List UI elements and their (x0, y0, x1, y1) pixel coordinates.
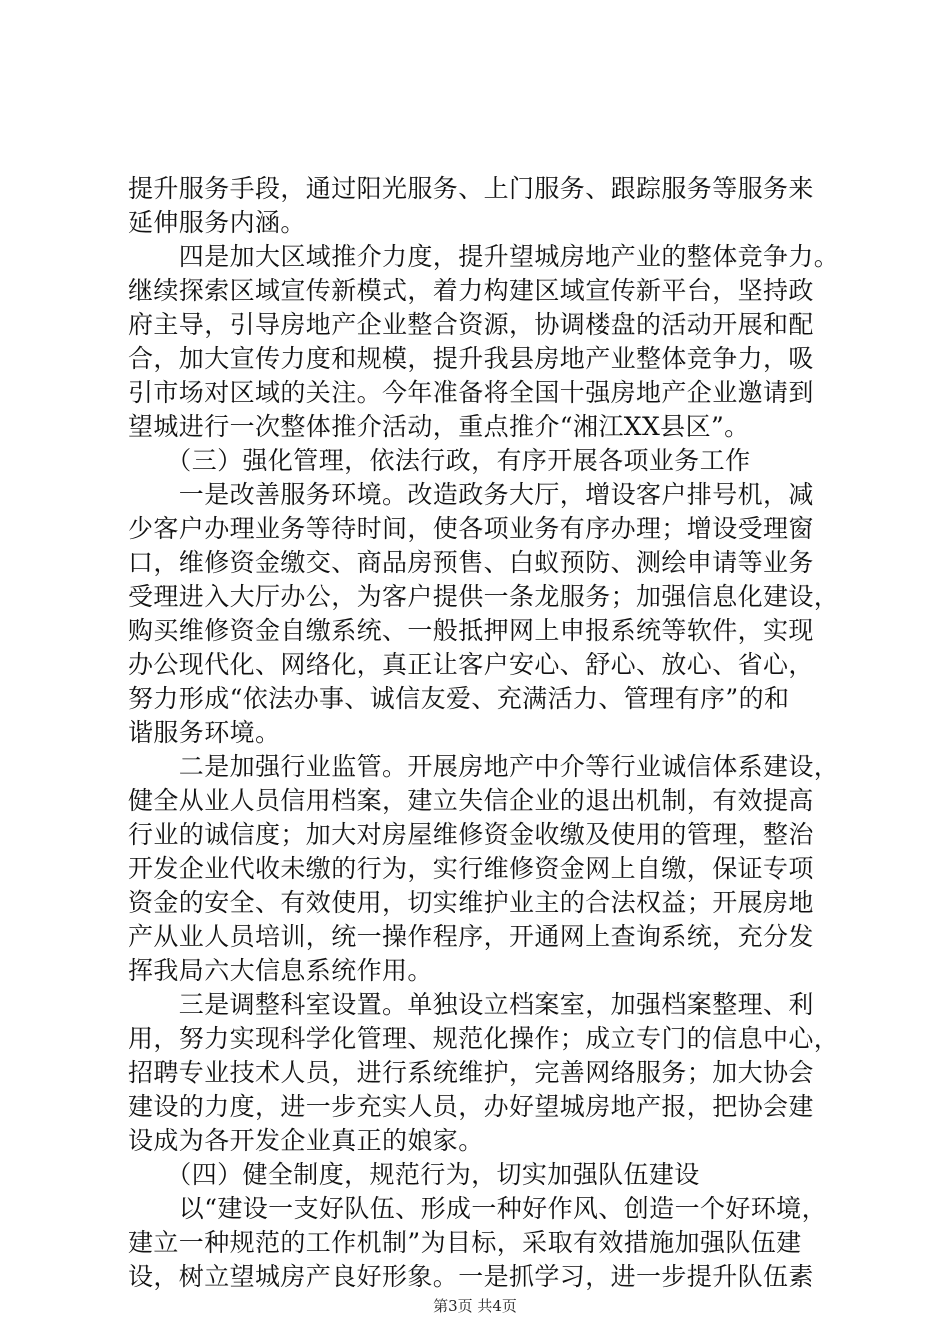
text-line: 健全从业人员信用档案，建立失信企业的退出机制，有效提高 (128, 786, 814, 815)
text-line: 办公现代化、网络化，真正让客户安心、舒心、放心、省心， (128, 650, 814, 679)
text-line: 建设的力度，进一步充实人员，办好望城房地产报，把协会建 (128, 1092, 814, 1121)
text-line: 资金的安全、有效使用，切实维护业主的合法权益；开展房地 (128, 888, 814, 917)
text-line: 以“建设一支好队伍、形成一种好作风、创造一个好环境， (128, 1194, 827, 1223)
text-line: 设成为各开发企业真正的娘家。 (128, 1126, 484, 1155)
page-number: 第3页 共4页 (433, 1297, 517, 1315)
text-line: 继续探索区域宣传新模式，着力构建区域宣传新平台，坚持政 (128, 276, 814, 305)
section-heading: （四）健全制度，规范行为，切实加强队伍建设 (128, 1160, 700, 1189)
text-line: 产从业人员培训，统一操作程序，开通网上查询系统，充分发 (128, 922, 814, 951)
text-line: 一是改善服务环境。改造政务大厅，增设客户排号机，减 (128, 480, 814, 509)
text-line: 行业的诚信度；加大对房屋维修资金收缴及使用的管理，整治 (128, 820, 814, 849)
text-line: 建立一种规范的工作机制”为目标，采取有效措施加强队伍建 (128, 1228, 802, 1257)
text-line: 招聘专业技术人员，进行系统维护，完善网络服务；加大协会 (128, 1058, 814, 1087)
text-line: 提升服务手段，通过阳光服务、上门服务、跟踪服务等服务来 (128, 174, 814, 203)
section-heading: （三）强化管理，依法行政，有序开展各项业务工作 (128, 446, 751, 475)
text-line: 四是加大区域推介力度，提升望城房地产业的整体竞争力。 (128, 242, 840, 271)
text-line: 少客户办理业务等待时间，使各项业务有序办理；增设受理窗 (128, 514, 814, 543)
text-line: 延伸服务内涵。 (128, 208, 306, 237)
text-line: 二是加强行业监管。开展房地产中介等行业诚信体系建设， (128, 752, 840, 781)
text-line: 挥我局六大信息系统作用。 (128, 956, 433, 985)
text-line: 受理进入大厅办公，为客户提供一条龙服务；加强信息化建设， (128, 582, 840, 611)
text-line: 设，树立望城房产良好形象。一是抓学习，进一步提升队伍素 (128, 1262, 814, 1291)
text-line: 引市场对区域的关注。今年准备将全国十强房地产企业邀请到 (128, 378, 814, 407)
text-line: 府主导，引导房地产企业整合资源，协调楼盘的活动开展和配 (128, 310, 814, 339)
text-line: 努力形成“依法办事、诚信友爱、充满活力、管理有序”的和 (128, 684, 790, 713)
text-line: 购买维修资金自缴系统、一般抵押网上申报系统等软件，实现 (128, 616, 814, 645)
text-line: 口，维修资金缴交、商品房预售、白蚁预防、测绘申请等业务 (128, 548, 814, 577)
text-line: 望城进行一次整体推介活动，重点推介“湘江XX县区”。 (128, 412, 750, 441)
text-line: 谐服务环境。 (128, 718, 281, 747)
text-line: 三是调整科室设置。单独设立档案室，加强档案整理、利 (128, 990, 814, 1019)
text-line: 开发企业代收未缴的行为，实行维修资金网上自缴，保证专项 (128, 854, 814, 883)
text-line: 合，加大宣传力度和规模，提升我县房地产业整体竞争力，吸 (128, 344, 814, 373)
text-line: 用，努力实现科学化管理、规范化操作；成立专门的信息中心， (128, 1024, 840, 1053)
